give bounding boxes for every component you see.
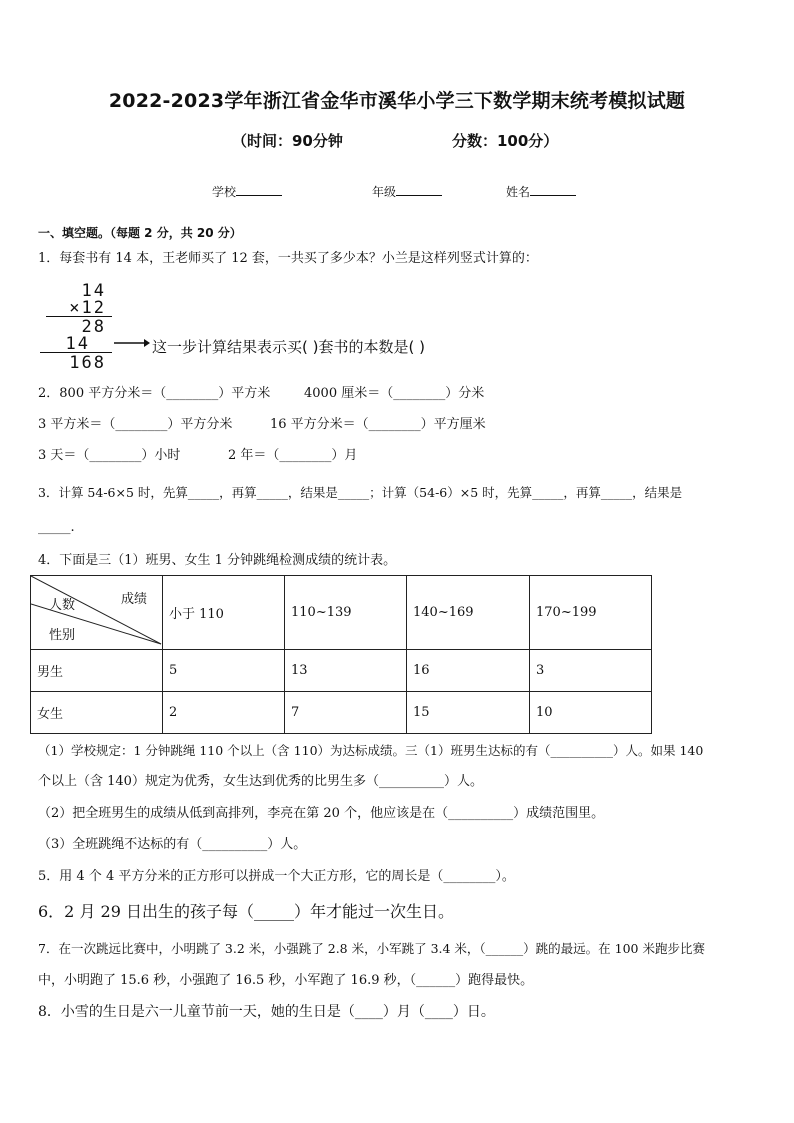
exam-title: 2022-2023学年浙江省金华市溪华小学三下数学期末统考模拟试题 bbox=[108, 90, 686, 112]
question-8: 8．小雪的生日是六一儿童节前一天，她的生日是（____）月（____）日。 bbox=[38, 1004, 495, 1020]
table-corner-cell bbox=[31, 576, 163, 650]
corner-label-score: 成绩 bbox=[121, 592, 148, 607]
table-header-cell: 170~199 bbox=[530, 576, 652, 650]
table-cell: 16 bbox=[407, 650, 530, 692]
calc-line-5: 168 bbox=[69, 353, 106, 373]
question-7-line-1: 7．在一次跳远比赛中，小明跳了 3.2 米，小强跳了 2.8 米，小军跳了 3.4 米，（______）跳的最远。在 100 米跑步比赛 bbox=[38, 941, 705, 956]
exam-score: 分数：100分） bbox=[452, 132, 559, 150]
question-5: 5．用 4 个 4 平方分米的正方形可以拼成一个大正方形，它的周长是（________）。 bbox=[38, 869, 515, 884]
table-row bbox=[31, 650, 652, 692]
calc-line-1: 14 bbox=[81, 281, 106, 301]
calc-line-2: ×12 bbox=[69, 298, 106, 318]
table-cell: 2 bbox=[163, 692, 285, 734]
calc-annotation: 这一步计算结果表示买( )套书的本数是( ) bbox=[152, 338, 425, 356]
table-row-label: 女生 bbox=[31, 692, 163, 734]
corner-label-gender: 性别 bbox=[49, 628, 76, 643]
question-1: 1．每套书有 14 本，王老师买了 12 套，一共买了多少本？小兰是这样列竖式计算的： bbox=[38, 251, 538, 266]
question-6: 6．2 月 29 日出生的孩子每（_____）年才能过一次生日。 bbox=[38, 902, 454, 921]
question-2-line-1b: 4000 厘米＝（________）分米 bbox=[304, 386, 485, 401]
exam-time: （时间：90分钟 bbox=[232, 132, 343, 150]
question-4-sub-1a: （1）学校规定：1 分钟跳绳 110 个以上（含 110）为达标成绩。三（1）班男生达标的有（__________）人。如果 140 bbox=[38, 743, 704, 758]
corner-label-count: 人数 bbox=[49, 598, 76, 613]
school-field: 学校 bbox=[212, 183, 282, 200]
calc-line-4: 14 bbox=[65, 334, 90, 354]
question-4-sub-2: （2）把全班男生的成绩从低到高排列，李亮在第 20 个，他应该是在（__________）成绩范围里。 bbox=[38, 806, 605, 821]
section-heading: 一、填空题。（每题 2 分，共 20 分） bbox=[38, 226, 242, 240]
stats-table bbox=[30, 575, 652, 734]
arrow-icon bbox=[114, 337, 150, 349]
question-3-line-2: _____. bbox=[38, 520, 75, 535]
question-2-line-3a: 3 天＝（________）小时 bbox=[38, 448, 181, 463]
question-2-line-3b: 2 年＝（________）月 bbox=[228, 448, 358, 463]
table-header-cell: 小于 110 bbox=[163, 576, 285, 650]
table-cell: 10 bbox=[530, 692, 652, 734]
question-4-sub-1b: 个以上（含 140）规定为优秀，女生达到优秀的比男生多（__________）人。 bbox=[38, 774, 483, 789]
table-cell: 5 bbox=[163, 650, 285, 692]
table-header-cell: 140~169 bbox=[407, 576, 530, 650]
question-2-line-1a: 2．800 平方分米＝（________）平方米 bbox=[38, 386, 271, 401]
name-field: 姓名 bbox=[506, 183, 576, 200]
table-cell: 13 bbox=[285, 650, 407, 692]
table-row bbox=[31, 692, 652, 734]
question-4: 4．下面是三（1）班男、女生 1 分钟跳绳检测成绩的统计表。 bbox=[38, 553, 397, 568]
question-2-line-2a: 3 平方米＝（________）平方分米 bbox=[38, 417, 233, 432]
table-header-row bbox=[31, 576, 652, 650]
question-2-line-2b: 16 平方分米＝（________）平方厘米 bbox=[270, 417, 486, 432]
grade-field: 年级 bbox=[372, 183, 442, 200]
calc-line-3: 28 bbox=[81, 317, 106, 337]
question-7-line-2: 中，小明跑了 15.6 秒，小强跑了 16.5 秒，小军跑了 16.9 秒，（______）跑得最快。 bbox=[38, 973, 534, 988]
question-3-line-1: 3．计算 54-6×5 时，先算_____，再算_____，结果是_____；计算（54-6）×5 时，先算_____，再算_____，结果是 bbox=[38, 485, 683, 500]
table-cell: 7 bbox=[285, 692, 407, 734]
table-row-label: 男生 bbox=[31, 650, 163, 692]
table-cell: 3 bbox=[530, 650, 652, 692]
question-4-sub-3: （3）全班跳绳不达标的有（__________）人。 bbox=[38, 837, 307, 852]
table-header-cell: 110~139 bbox=[285, 576, 407, 650]
table-cell: 15 bbox=[407, 692, 530, 734]
